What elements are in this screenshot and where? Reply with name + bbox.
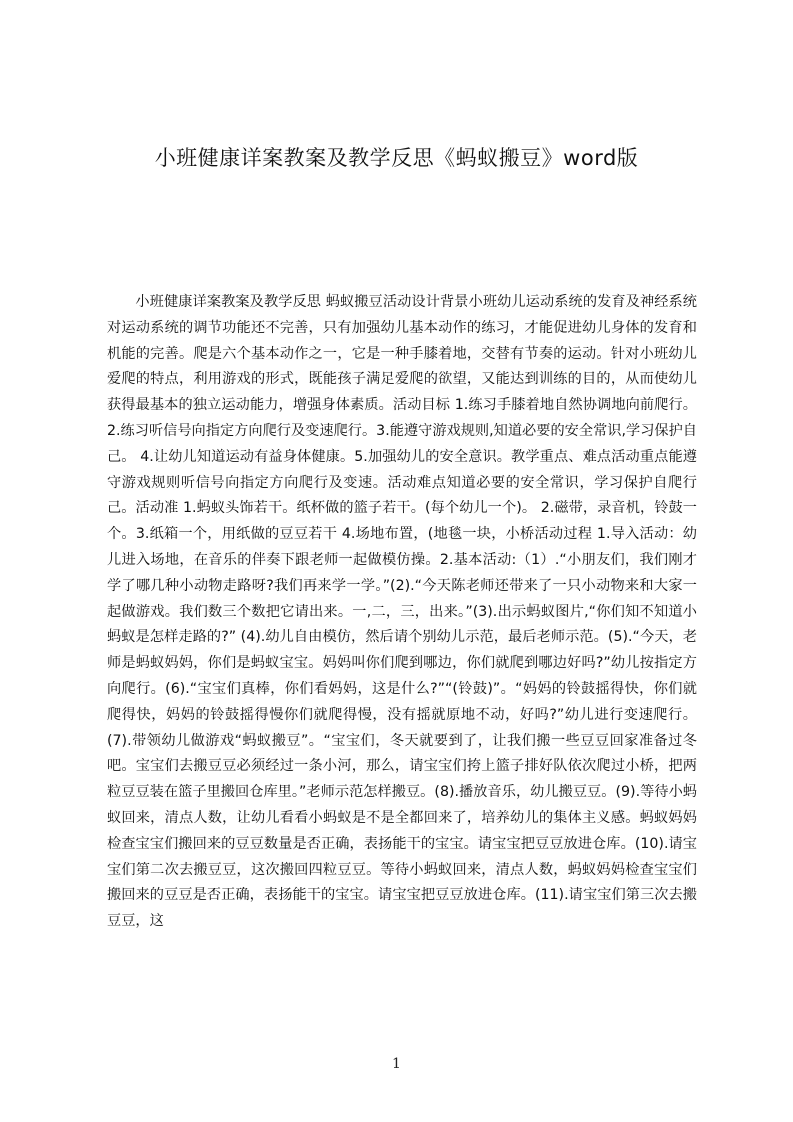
document-title: 小班健康详案教案及教学反思《蚂蚁搬豆》word版	[154, 146, 639, 170]
page-number: 1	[392, 1056, 401, 1072]
document-body-paragraph: 小班健康详案教案及教学反思 蚂蚁搬豆活动设计背景小班幼儿运动系统的发育及神经系统对运动系统的调节功能还不完善，只有加强幼儿基本动作的练习，才能促进幼儿身体的发育和机能的完善。爬是六个基本动作之一，它是一种手膝着地，交替有节奏的运动。针对小班幼儿爱爬的特点，利用游戏的形式，既能孩子满足爱爬的欲望，又能达到训练的目的，从而使幼儿获得最基本的独立运动能力，增强身体素质。活动目标 1.练习手膝着地自然协调地向前爬行。2.练习听信号向指定方向爬行及变速爬行。3.能遵守游戏规则,知道必要的安全常识,学习保护自己。 4.让幼儿知道运动有益身体健康。5.加强幼儿的安全意识。教学重点、难点活动重点能遵守游戏规则听信号向指定方向爬行及变速。活动难点知道必要的安全常识，学习保护自爬行己。活动准 1.蚂蚁头饰若干。纸杯做的篮子若干。(每个幼儿一个)。 2.磁带，录音机，铃鼓一个。3.纸箱一个，用纸做的豆豆若干 4.场地布置，(地毯一块，小桥活动过程 1.导入活动：幼儿进入场地，在音乐的伴奏下跟老师一起做模仿操。2.基本活动:（1）.“小朋友们，我们刚才学了哪几种小动物走路呀?我们再来学一学。”(2).“今天陈老师还带来了一只小动物来和大家一起做游戏。我们数三个数把它请出来。一,二，三，出来。”(3).出示蚂蚁图片,“你们知不知道小蚂蚁是怎样走路的?” (4).幼儿自由模仿，然后请个别幼儿示范，最后老师示范。(5).“今天，老师是蚂蚁妈妈，你们是蚂蚁宝宝。妈妈叫你们爬到哪边，你们就爬到哪边好吗?”幼儿按指定方向爬行。(6).“宝宝们真棒，你们看妈妈，这是什么?”“(铃鼓)”。“妈妈的铃鼓摇得快，你们就爬得快，妈妈的铃鼓摇得慢你们就爬得慢，没有摇就原地不动，好吗?”幼儿进行变速爬行。(7).带领幼儿做游戏“蚂蚁搬豆”。“宝宝们，冬天就要到了，让我们搬一些豆豆回家准备过冬吧。宝宝们去搬豆豆必须经过一条小河，那么，请宝宝们挎上篮子排好队依次爬过小桥，把两粒豆豆装在篮子里搬回仓库里。”老师示范怎样搬豆。(8).播放音乐，幼儿搬豆豆。(9).等待小蚂蚁回来，清点人数，让幼儿看看小蚂蚁是不是全都回来了，培养幼儿的集体主义感。蚂蚁妈妈检查宝宝们搬回来的豆豆数量是否正确，表扬能干的宝宝。请宝宝把豆豆放进仓库。(10).请宝宝们第二次去搬豆豆，这次搬回四粒豆豆。等待小蚂蚁回来，清点人数，蚂蚁妈妈检查宝宝们搬回来的豆豆是否正确，表扬能干的宝宝。请宝宝把豆豆放进仓库。(11).请宝宝们第三次去搬豆豆，这	[107, 294, 697, 930]
